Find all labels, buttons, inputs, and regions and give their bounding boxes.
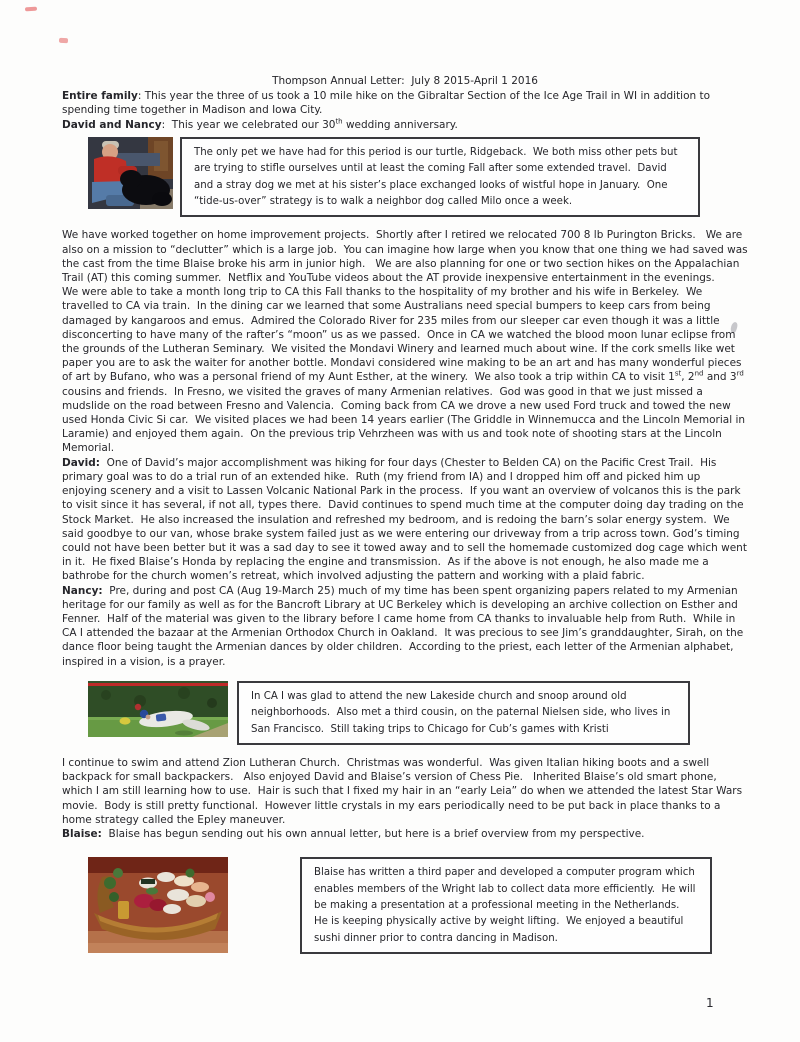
- entire-family-paragraph: [62, 89, 748, 117]
- sushi-boat-photo: [88, 857, 228, 953]
- blaise-text: Blaise has begun sending out his own annual letter, but here is a brief overview from my perspective.: [101, 827, 645, 840]
- nancy-paragraph: [62, 584, 748, 669]
- ordinal-superscript: st: [674, 369, 682, 378]
- ordinal-superscript: nd: [694, 369, 704, 378]
- trip-text-4: cousins and friends. In Fresno, we visited the graves of many Armenian relatives. God was good in that we just missed a mudslide on the road between Fresno and Valencia. Coming back from CA we drove a new used Ford truck and towed the new used Honda Civic Si car. We visited places we had been 14 years earlier (The Griddle in Winnemucca and the Lincoln Memorial in Laramie) and enjoyed them again. On the previous trip Vehrzheen was with us and took note of shooting stars at the Lincoln Memorial.: [62, 371, 749, 455]
- ordinal-superscript: th: [335, 117, 343, 126]
- red-scan-mark: [59, 38, 68, 44]
- letter-body: [62, 74, 751, 954]
- pet-figure-row: [88, 137, 748, 218]
- california-figure-row: [88, 681, 748, 745]
- nancy-label: Nancy:: [62, 584, 103, 597]
- pet-note-box: The only pet we have had for this period is our turtle, Ridgeback. We both miss other pets but are trying to stifle ourselves until at least the coming Fall after some extended travel. David and a stray dog we met at his sister’s place exchanged looks of wistful hope in January. One “tide-us-over” strategy is to walk a neighbor dog called Milo once a week.: [180, 137, 700, 218]
- red-scan-mark: [25, 7, 37, 12]
- letter-title: Thompson Annual Letter: July 8 2015-April 1 2016: [272, 75, 538, 87]
- david-nancy-paragraph: [62, 118, 748, 132]
- home-projects-paragraph: We have worked together on home improvement projects. Shortly after I retired we relocated 700 8 lb Purington Bricks. We are also on a mission to “declutter” which is a large job. You can imagine how large when you know that one thing we had saved was the cast from the time Blaise broke his arm in junior high. We are also planning for one or two section hikes on the Appalachian Trail (AT) this coming summer. Netflix and YouTube videos about the AT provide inexpensive entertainment in the evenings.: [62, 229, 751, 285]
- entire-family-label: Entire family: [62, 90, 138, 103]
- david-paragraph: [62, 456, 751, 584]
- david-nancy-text: : This year we celebrated our 30: [161, 118, 336, 131]
- david-label: David:: [62, 456, 100, 469]
- entire-family-text: : This year the three of us took a 10 mile hike on the Gibraltar Section of the Ice Age Trail in WI in addition to spending time together in Madison and Iowa City.: [62, 90, 714, 117]
- trip-text-1: We were able to take a month long trip to CA this Fall thanks to the hospitality of my brother and his wife in Berkeley. We travelled to CA via train. In the dining car we learned that some Australians need special bumpers to keep cars from being damaged by kangaroos and emus. Admired the Colorado River for 235 miles from our sleeper car even though it was a little disconcerting to have many of the rafter’s “moon” us as we passed. Once in CA we watched the blood moon lunar eclipse from the grounds of the Lutheran Seminary. We visited the Mondavi Winery and learned much about wine. If the cork smells like wet paper you are to ask the waiter for another bottle. Mondavi considered wine making to be an art and has many wonderful pieces of art by Bufano, who was a personal friend of my Aunt Esther, at the winery. We also took a trip within CA to visit 1: [62, 286, 745, 384]
- trip-text-3: and 3: [703, 371, 737, 384]
- california-note-box: In CA I was glad to attend the new Lakeside church and snoop around old neighborhoods. Also met a third cousin, on the paternal Nielsen side, who lives in San Francisco. Still taking trips to Chicago for Cub’s games with Kristi: [237, 681, 690, 745]
- california-trip-paragraph: [62, 285, 748, 455]
- blaise-figure-row: [88, 857, 748, 954]
- ordinal-superscript: rd: [736, 369, 744, 378]
- blaise-note-box: Blaise has written a third paper and developed a computer program which enables members of the Wright lab to collect data more efficiently. He will be making a presentation at a professional meeting in the Netherlands. He is keeping physically active by weight lifting. We enjoyed a beautiful sushi dinner prior to contra dancing in Madison.: [300, 857, 712, 954]
- trip-text-2: , 2: [681, 371, 695, 384]
- swim-church-paragraph: I continue to swim and attend Zion Lutheran Church. Christmas was wonderful. Was given Italian hiking boots and a swell backpack for small backpackers. Also enjoyed David and Blaise’s version of Chess Pie. Inherited Blaise’s old smart phone, which I am still learning how to use. Hair is such that I fixed my hair in an “early Leia” do when we attended the latest Star Wars movie. Body is still pretty functional. However little crystals in my ears periodically need to be put back in place thanks to a home strategy called the Epley maneuver.: [62, 756, 746, 826]
- page-number: 1: [706, 996, 714, 1010]
- baseball-diving-catch-photo: [88, 681, 228, 737]
- blaise-label: Blaise:: [62, 827, 102, 840]
- david-nancy-text-2: wedding anniversary.: [342, 118, 458, 131]
- blaise-paragraph: [62, 827, 748, 841]
- david-nancy-label: David and Nancy: [62, 118, 162, 131]
- man-with-black-dog-photo: [88, 137, 173, 209]
- david-text: One of David’s major accomplishment was hiking for four days (Chester to Belden CA) on the Pacific Crest Trail. His primary goal was to do a trial run of an extended hike. Ruth (my friend from IA) and I dropped him off and picked him up enjoying scenery and a visit to Lassen Volcanic National Park in the process. If you want an overview of volcanos this is the park to visit since it has several, if not all, types there. David continues to spend much time at the computer doing day trading on the Stock Market. He also increased the insulation and refreshed my bedroom, and is redoing the barn’s solar energy system. We said goodbye to our van, whose brake system failed just as we were entering our driveway from a trip across town. God’s timing could not have been better but it was a sad day to see it towed away and to sell the homemade customized dog cage which went in it. He fixed Blaise’s Honda by replacing the engine and transmission. As if the above is not enough, he also made me a bathrobe for the church women’s retreat, which involved adjusting the pattern and working with a plaid fabric.: [62, 456, 751, 583]
- nancy-text: Pre, during and post CA (Aug 19-March 25) much of my time has been spent organizing papers related to my Armenian heritage for our family as well as for the Bancroft Library at UC Berkeley which is developing an archive collection on Esther and Fenner. Half of the material was given to the library before I came home from CA thanks to invaluable help from Ruth. While in CA I attended the bazaar at the Armenian Orthodox Church in Oakland. It was precious to see Jim’s granddaughter, Sirah, on the dance floor being taught the Armenian dances by older children. According to the priest, each letter of the Armenian alphabet, inspired in a vision, is a prayer.: [62, 584, 747, 668]
